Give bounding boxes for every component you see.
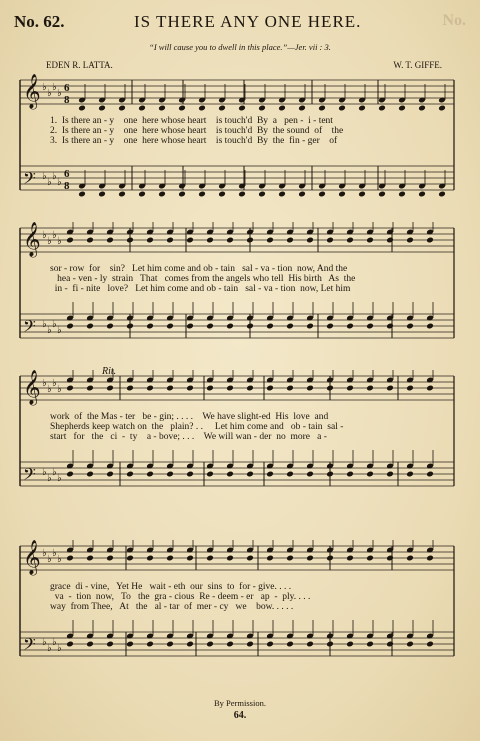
flat-sign: ♭ xyxy=(47,473,52,484)
note-head xyxy=(306,385,314,392)
ritardando-mark: Rit. xyxy=(102,366,117,377)
note-head xyxy=(286,555,294,562)
lyric-verses xyxy=(50,412,450,442)
flat-sign: ♭ xyxy=(52,637,57,648)
note-head xyxy=(346,385,354,392)
note-head xyxy=(306,641,314,648)
note-head xyxy=(338,191,346,198)
note-head xyxy=(286,641,294,648)
note-head xyxy=(406,641,414,648)
flat-sign: ♭ xyxy=(57,177,62,188)
time-signature-bottom: 8 xyxy=(64,94,70,106)
note-head xyxy=(186,237,194,244)
flat-sign: ♭ xyxy=(42,82,47,93)
note-head xyxy=(226,641,234,648)
note-head xyxy=(326,323,334,330)
header xyxy=(14,12,466,34)
music-system-4 xyxy=(0,540,480,676)
flat-sign: ♭ xyxy=(57,88,62,99)
note-head xyxy=(186,555,194,562)
note-head xyxy=(66,323,74,330)
note-head xyxy=(126,237,134,244)
note-head xyxy=(206,323,214,330)
bass-clef: 𝄢 xyxy=(23,170,36,192)
note-head xyxy=(386,323,394,330)
note-head xyxy=(366,555,374,562)
flat-sign: ♭ xyxy=(42,467,47,478)
note-head xyxy=(78,105,86,112)
note-head xyxy=(266,555,274,562)
note-head xyxy=(178,191,186,198)
note-head xyxy=(378,191,386,198)
flat-sign: ♭ xyxy=(42,637,47,648)
flat-sign: ♭ xyxy=(42,548,47,559)
note-head xyxy=(166,555,174,562)
note-head xyxy=(106,323,114,330)
note-head xyxy=(166,641,174,648)
lyric-verses xyxy=(50,116,450,146)
flat-sign: ♭ xyxy=(57,643,62,654)
note-head xyxy=(246,471,254,478)
note-head xyxy=(366,323,374,330)
lyric-verses xyxy=(50,264,450,294)
note-head xyxy=(218,105,226,112)
note-head xyxy=(406,471,414,478)
lyricist: EDEN R. LATTA. xyxy=(46,60,113,70)
note-head xyxy=(146,385,154,392)
note-head xyxy=(246,237,254,244)
note-head xyxy=(186,471,194,478)
flat-sign: ♭ xyxy=(57,554,62,565)
note-head xyxy=(306,555,314,562)
note-head xyxy=(266,641,274,648)
lyric-line-3: 3. Is there an - y one here whose heart is touch'd By the fin - ger of xyxy=(50,136,338,146)
lyric-line-3: way from Thee, At the al - tar of mer - cy we bow. . . . . xyxy=(50,602,294,612)
lyric-line-3: in - fi - nite love? Let him come and ob - tain sal - va - tion now, Let him xyxy=(50,284,351,294)
note-head xyxy=(198,191,206,198)
note-head xyxy=(346,471,354,478)
note-head xyxy=(306,471,314,478)
note-head xyxy=(186,641,194,648)
treble-clef: 𝄞 xyxy=(23,223,41,256)
time-signature-top: 6 xyxy=(64,168,70,180)
time-signature-bottom: 8 xyxy=(64,180,70,192)
note-head xyxy=(238,105,246,112)
treble-clef: 𝄞 xyxy=(23,541,41,574)
lyric-line-1: work of the Mas - ter be - gin; . . . . We have slight-ed His love and xyxy=(50,412,329,422)
note-head xyxy=(278,105,286,112)
note-head xyxy=(366,641,374,648)
note-head xyxy=(86,323,94,330)
note-head xyxy=(86,237,94,244)
treble-clef: 𝄞 xyxy=(23,371,41,404)
flat-sign: ♭ xyxy=(52,467,57,478)
note-head xyxy=(146,471,154,478)
lyric-line-2: Shepherds keep watch on the plain? . . Let him come and ob - tain sal - xyxy=(50,422,344,432)
note-head xyxy=(98,105,106,112)
music-system-1 xyxy=(0,74,480,210)
flat-sign: ♭ xyxy=(52,378,57,389)
note-head xyxy=(186,385,194,392)
flat-sign: ♭ xyxy=(47,236,52,247)
flat-sign: ♭ xyxy=(52,230,57,241)
note-head xyxy=(106,555,114,562)
note-head xyxy=(286,471,294,478)
hymn-number: No. 62. xyxy=(14,12,65,31)
note-head xyxy=(166,385,174,392)
note-head xyxy=(326,555,334,562)
note-head xyxy=(438,191,446,198)
note-head xyxy=(266,323,274,330)
hymn-title: IS THERE ANY ONE HERE. xyxy=(134,12,362,31)
note-head xyxy=(426,471,434,478)
lyric-line-1: grace di - vine, Yet He wait - eth our sins to for - give. . . . xyxy=(50,582,292,592)
flat-sign: ♭ xyxy=(42,171,47,182)
flat-sign: ♭ xyxy=(57,325,62,336)
flat-sign: ♭ xyxy=(52,171,57,182)
note-head xyxy=(246,555,254,562)
note-head xyxy=(346,237,354,244)
note-head xyxy=(366,237,374,244)
lyric-line-1: sor - row for sin? Let him come and ob - tain sal - va - tion now, And the xyxy=(50,264,348,274)
note-head xyxy=(338,105,346,112)
note-head xyxy=(246,641,254,648)
note-head xyxy=(406,237,414,244)
note-head xyxy=(286,385,294,392)
note-head xyxy=(406,323,414,330)
note-head xyxy=(346,555,354,562)
note-head xyxy=(226,471,234,478)
lyric-line-3: start for the ci - ty a - bove; . . . We will wan - der no more a - xyxy=(50,432,327,442)
note-head xyxy=(306,323,314,330)
flat-sign: ♭ xyxy=(57,473,62,484)
note-head xyxy=(238,191,246,198)
note-head xyxy=(78,191,86,198)
note-head xyxy=(226,385,234,392)
time-signature-top: 6 xyxy=(64,82,70,94)
note-head xyxy=(206,555,214,562)
epigraph: “I will cause you to dwell in this place.”—Jer. vii : 3. xyxy=(149,42,331,52)
music-system-3 xyxy=(0,366,480,506)
note-head xyxy=(266,385,274,392)
note-head xyxy=(346,323,354,330)
note-head xyxy=(66,237,74,244)
flat-sign: ♭ xyxy=(42,378,47,389)
note-head xyxy=(158,191,166,198)
note-head xyxy=(258,191,266,198)
note-head xyxy=(86,385,94,392)
bass-clef: 𝄢 xyxy=(23,466,36,488)
note-head xyxy=(398,191,406,198)
note-head xyxy=(106,471,114,478)
note-head xyxy=(346,641,354,648)
note-head xyxy=(318,105,326,112)
note-head xyxy=(166,471,174,478)
note-head xyxy=(298,105,306,112)
note-head xyxy=(178,105,186,112)
note-head xyxy=(438,105,446,112)
note-head xyxy=(426,385,434,392)
note-head xyxy=(146,555,154,562)
note-head xyxy=(266,471,274,478)
note-head xyxy=(218,191,226,198)
note-head xyxy=(126,385,134,392)
music-system-2 xyxy=(0,222,480,358)
note-head xyxy=(138,105,146,112)
flat-sign: ♭ xyxy=(47,554,52,565)
note-head xyxy=(426,555,434,562)
lyric-verses xyxy=(50,582,450,612)
note-head xyxy=(226,555,234,562)
note-head xyxy=(246,323,254,330)
note-head xyxy=(106,641,114,648)
note-head xyxy=(286,237,294,244)
flat-sign: ♭ xyxy=(42,230,47,241)
note-head xyxy=(386,237,394,244)
note-head xyxy=(258,105,266,112)
note-head xyxy=(278,191,286,198)
note-head xyxy=(126,641,134,648)
note-head xyxy=(146,641,154,648)
note-head xyxy=(326,471,334,478)
flat-sign: ♭ xyxy=(52,548,57,559)
flat-sign: ♭ xyxy=(42,319,47,330)
note-head xyxy=(406,385,414,392)
note-head xyxy=(298,191,306,198)
note-head xyxy=(418,105,426,112)
note-head xyxy=(106,237,114,244)
note-head xyxy=(378,105,386,112)
permission-note: By Permission. xyxy=(214,698,266,708)
note-head xyxy=(386,385,394,392)
note-head xyxy=(358,105,366,112)
lyric-line-2: 2. Is there an - y one here whose heart is touch'd By the sound of the xyxy=(50,126,344,136)
note-head xyxy=(306,237,314,244)
note-head xyxy=(366,471,374,478)
note-head xyxy=(118,191,126,198)
flat-sign: ♭ xyxy=(47,88,52,99)
note-head xyxy=(138,191,146,198)
note-head xyxy=(126,555,134,562)
note-head xyxy=(126,323,134,330)
note-head xyxy=(426,641,434,648)
note-head xyxy=(386,641,394,648)
lyric-line-1: 1. Is there an - y one here whose heart is touch'd By a pen - i - tent xyxy=(50,116,333,126)
note-head xyxy=(358,191,366,198)
flat-sign: ♭ xyxy=(57,384,62,395)
note-head xyxy=(66,555,74,562)
note-head xyxy=(166,323,174,330)
note-head xyxy=(186,323,194,330)
note-head xyxy=(206,471,214,478)
flat-sign: ♭ xyxy=(57,236,62,247)
note-head xyxy=(166,237,174,244)
note-head xyxy=(418,191,426,198)
note-head xyxy=(326,641,334,648)
treble-clef: 𝄞 xyxy=(23,75,41,108)
bass-clef: 𝄢 xyxy=(23,318,36,340)
note-head xyxy=(386,471,394,478)
note-head xyxy=(86,471,94,478)
note-head xyxy=(226,323,234,330)
note-head xyxy=(126,471,134,478)
note-head xyxy=(146,237,154,244)
note-head xyxy=(118,105,126,112)
note-head xyxy=(206,237,214,244)
bass-clef: 𝄢 xyxy=(23,636,36,658)
note-head xyxy=(98,191,106,198)
note-head xyxy=(106,385,114,392)
note-head xyxy=(146,323,154,330)
note-head xyxy=(326,237,334,244)
note-head xyxy=(426,237,434,244)
note-head xyxy=(406,555,414,562)
note-head xyxy=(86,641,94,648)
note-head xyxy=(86,555,94,562)
flat-sign: ♭ xyxy=(47,384,52,395)
note-head xyxy=(286,323,294,330)
page-number: 64. xyxy=(233,710,247,721)
note-head xyxy=(246,385,254,392)
note-head xyxy=(158,105,166,112)
note-head xyxy=(206,385,214,392)
note-head xyxy=(398,105,406,112)
note-head xyxy=(226,237,234,244)
flat-sign: ♭ xyxy=(52,319,57,330)
note-head xyxy=(66,385,74,392)
composer: W. T. GIFFE. xyxy=(393,60,442,70)
flat-sign: ♭ xyxy=(47,325,52,336)
note-head xyxy=(386,555,394,562)
flat-sign: ♭ xyxy=(47,177,52,188)
note-head xyxy=(318,191,326,198)
note-head xyxy=(426,323,434,330)
bleed-through-text: No. xyxy=(442,12,466,29)
flat-sign: ♭ xyxy=(52,82,57,93)
note-head xyxy=(366,385,374,392)
note-head xyxy=(206,641,214,648)
flat-sign: ♭ xyxy=(47,643,52,654)
note-head xyxy=(66,641,74,648)
note-head xyxy=(326,385,334,392)
note-head xyxy=(198,105,206,112)
lyric-line-2: va - tion now, To the gra - cious Re - deem - er ap - ply. . . . xyxy=(50,592,311,602)
lyric-line-2: hea - ven - ly strain That comes from the angels who tell His birth As the xyxy=(50,274,356,284)
note-head xyxy=(66,471,74,478)
note-head xyxy=(266,237,274,244)
